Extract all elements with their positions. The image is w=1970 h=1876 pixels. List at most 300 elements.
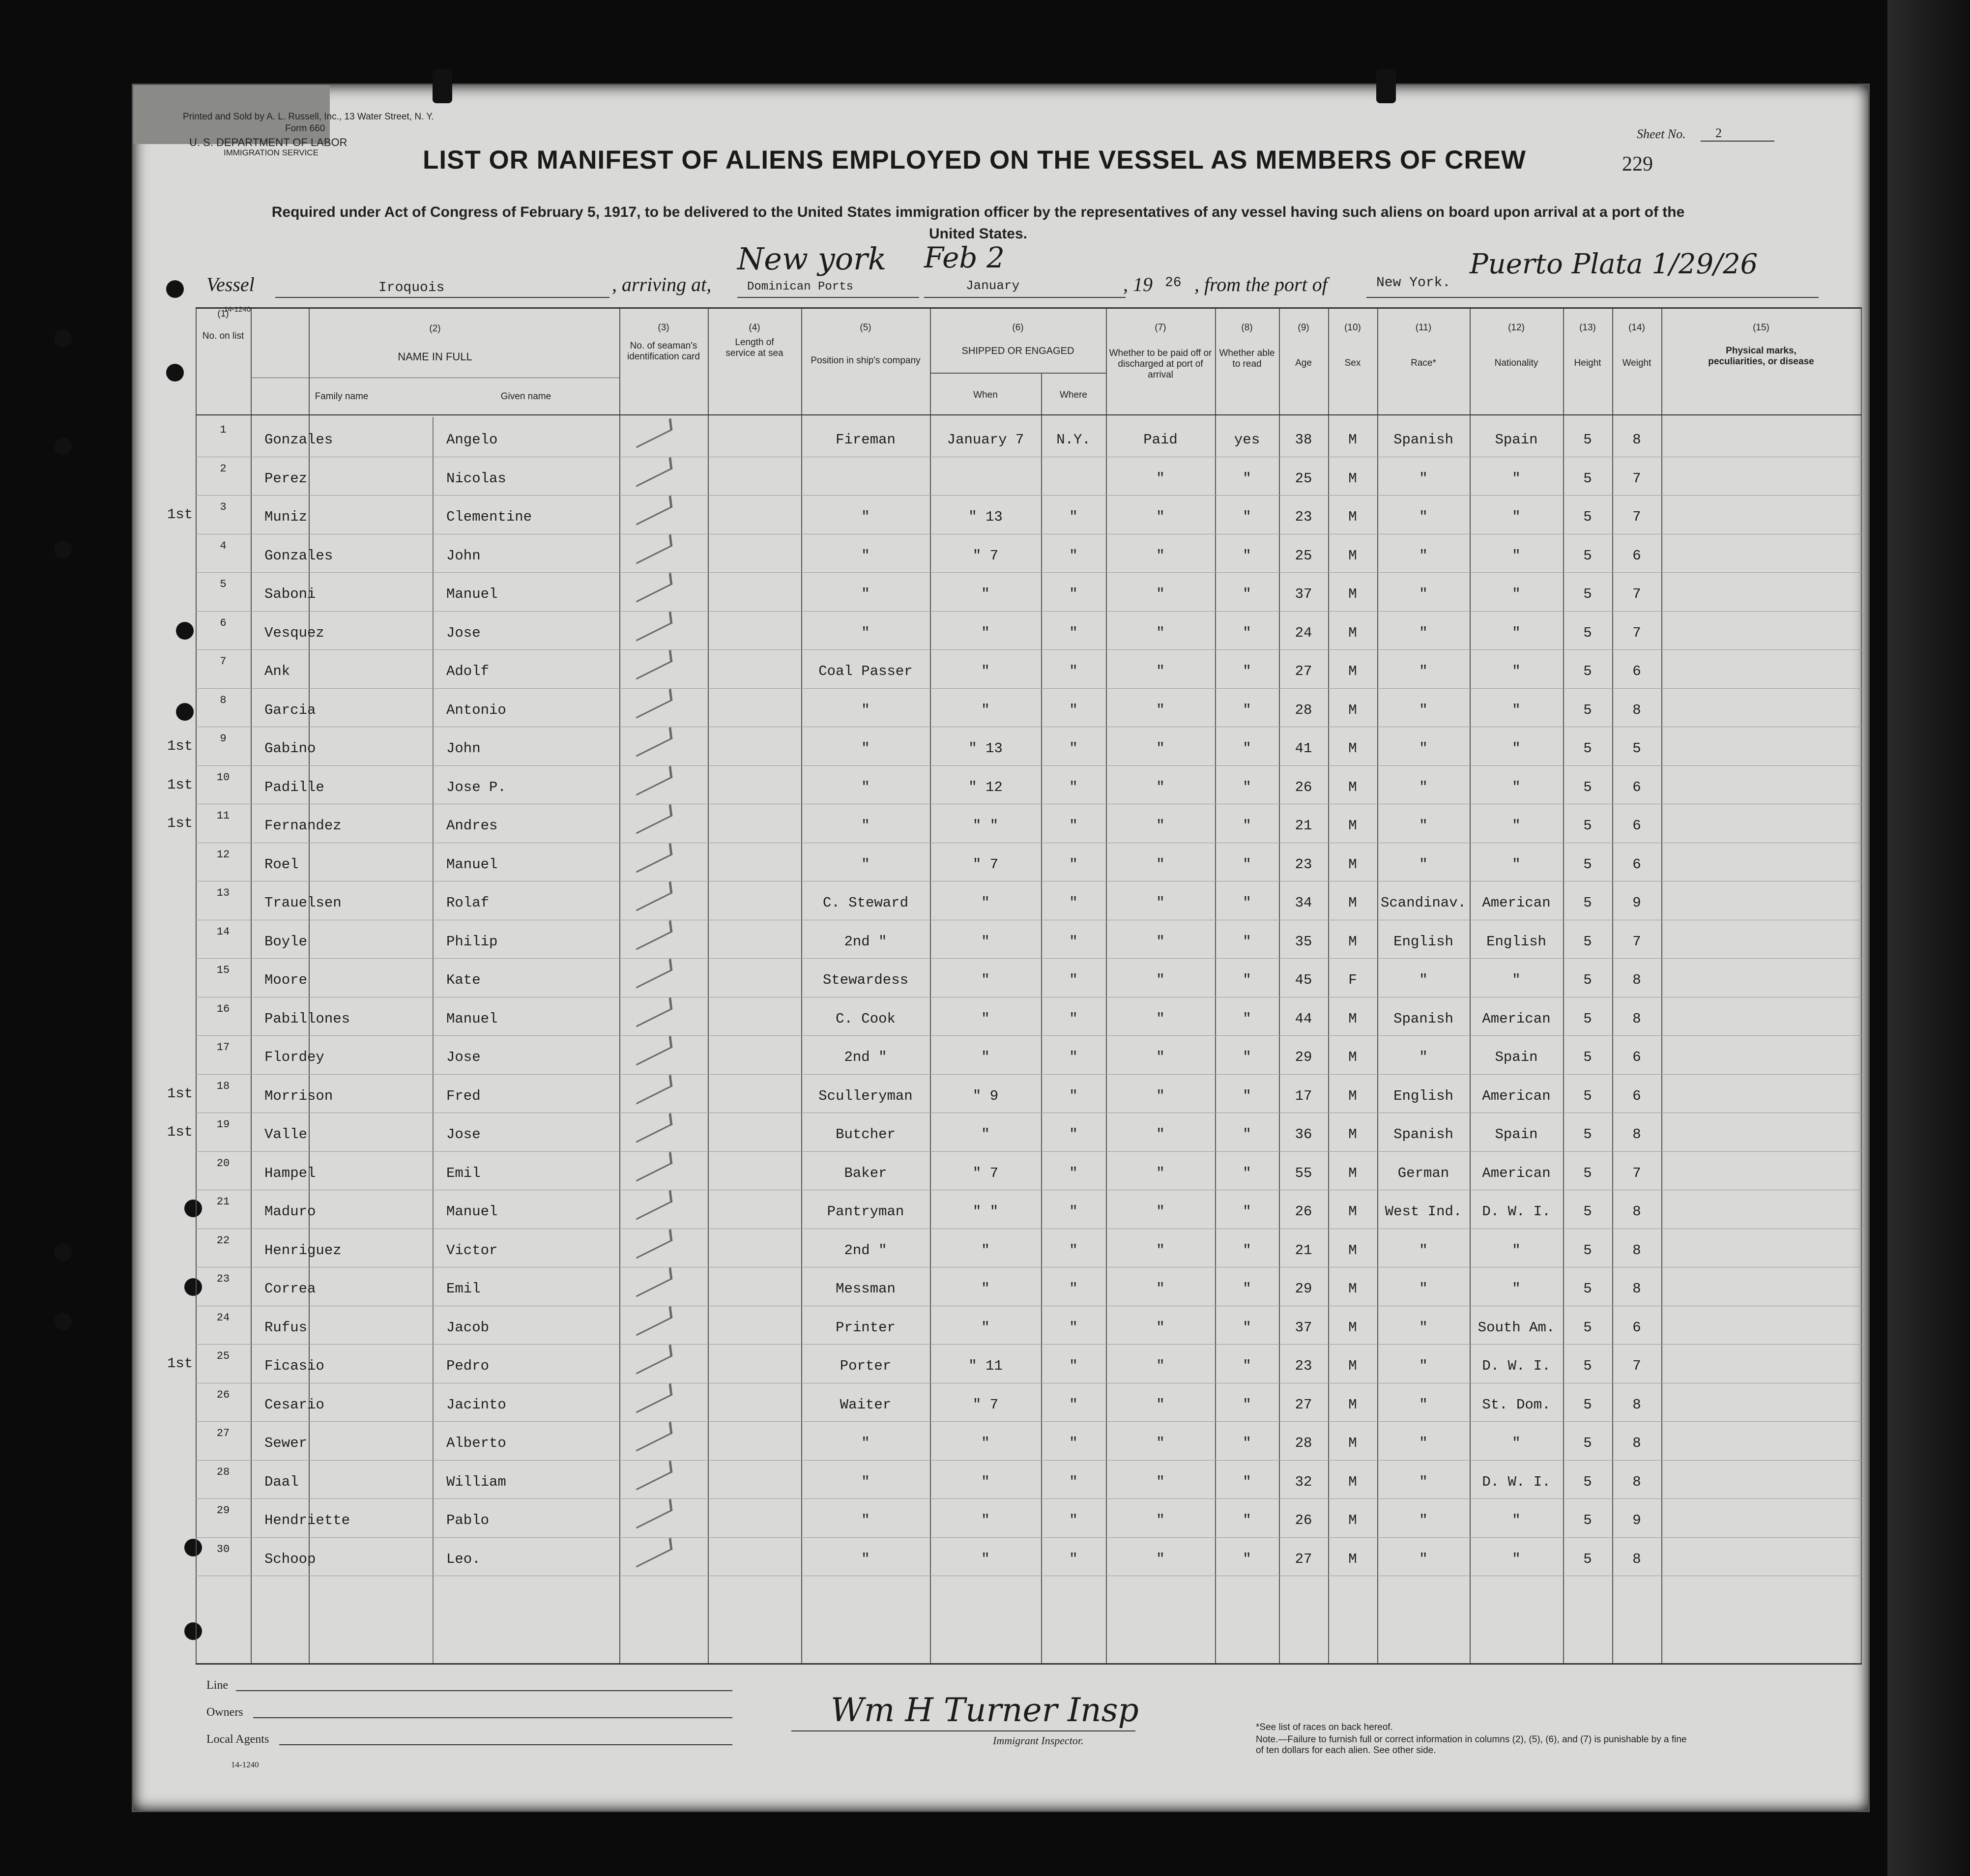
given-name: Manuel	[446, 1010, 498, 1027]
shipped-where: "	[1069, 1165, 1078, 1181]
shipped-when: " 11	[968, 1358, 1003, 1374]
height: 5	[1583, 1435, 1592, 1451]
paid-off: "	[1156, 740, 1165, 757]
nationality: "	[1512, 586, 1521, 602]
vessel-underline	[275, 297, 609, 298]
arriving-underline	[737, 297, 919, 298]
shipped-where: "	[1069, 1358, 1078, 1374]
race: "	[1419, 1551, 1428, 1567]
table-row	[196, 1078, 1862, 1116]
check-mark-icon	[635, 572, 673, 602]
race: "	[1419, 624, 1428, 641]
age: 26	[1295, 779, 1312, 795]
shipped-where: "	[1069, 1126, 1078, 1143]
sex: M	[1348, 624, 1357, 641]
weight: 8	[1632, 1126, 1641, 1143]
position: "	[861, 818, 870, 834]
able-to-read: yes	[1234, 432, 1260, 448]
row-number: 12	[216, 848, 230, 861]
sex: F	[1348, 972, 1357, 988]
height: 5	[1583, 509, 1592, 525]
required-statement: Required under Act of Congress of February 5, 1917, to be delivered to the United States immigration officer by the representatives of any vessel having such aliens on board upon arrival at a port of the United States.	[271, 204, 1685, 242]
department-name: U. S. DEPARTMENT OF LABOR	[189, 136, 348, 148]
col-1-head: No. on list	[202, 331, 244, 341]
paid-off: "	[1156, 663, 1165, 679]
position: Butcher	[836, 1126, 896, 1143]
race: "	[1419, 1358, 1428, 1374]
shipped-where: "	[1069, 740, 1078, 757]
given-name: Manuel	[446, 856, 498, 873]
col-3-head: No. of seaman's identification card	[627, 341, 700, 362]
weight: 8	[1632, 1435, 1641, 1451]
able-to-read: "	[1243, 1396, 1251, 1413]
sex: M	[1348, 1319, 1357, 1336]
position: Sculleryman	[818, 1087, 913, 1104]
height: 5	[1583, 1512, 1592, 1528]
height: 5	[1583, 1396, 1592, 1413]
col-6-head: SHIPPED OR ENGAGED	[961, 346, 1074, 356]
row-number: 25	[216, 1350, 230, 1362]
crew-table	[196, 307, 1862, 1665]
race: Spanish	[1393, 1126, 1453, 1143]
weight: 7	[1632, 1165, 1641, 1181]
age: 36	[1295, 1126, 1312, 1143]
shipped-where: "	[1069, 624, 1078, 641]
age: 29	[1295, 1281, 1312, 1297]
col-6-where: Where	[1060, 390, 1087, 400]
able-to-read: "	[1243, 1087, 1251, 1104]
row-number: 30	[216, 1543, 230, 1555]
age: 26	[1295, 1512, 1312, 1528]
race: "	[1419, 779, 1428, 795]
sheet-underline	[1701, 141, 1774, 142]
nationality: American	[1482, 1165, 1551, 1181]
col-11-number: (11)	[1415, 322, 1432, 333]
paid-off: "	[1156, 1551, 1165, 1567]
weight: 8	[1632, 1281, 1641, 1297]
position: "	[861, 1473, 870, 1490]
height: 5	[1583, 1319, 1592, 1336]
family-name: Ank	[264, 663, 290, 679]
weight: 7	[1632, 1358, 1641, 1374]
position: Waiter	[840, 1396, 892, 1413]
row-number: 20	[216, 1157, 230, 1170]
check-mark-icon	[635, 1267, 673, 1297]
given-name: Antonio	[446, 702, 506, 718]
given-name: Pablo	[446, 1512, 490, 1528]
nationality: "	[1512, 1512, 1521, 1528]
race: English	[1393, 1087, 1453, 1104]
given-name: Emil	[446, 1281, 481, 1297]
height: 5	[1583, 1281, 1592, 1297]
check-mark-icon	[635, 843, 673, 873]
age: 27	[1295, 1396, 1312, 1413]
race: "	[1419, 1281, 1428, 1297]
check-mark-icon	[635, 1421, 673, 1451]
position: "	[861, 1512, 870, 1528]
paid-off: "	[1156, 1281, 1165, 1297]
footer-line-rule	[236, 1690, 732, 1691]
race: Scandinav.	[1380, 895, 1467, 911]
check-mark-icon	[635, 1035, 673, 1065]
shipped-where: "	[1069, 1010, 1078, 1027]
col-1-number: (1)	[217, 309, 229, 319]
weight: 7	[1632, 933, 1641, 950]
able-to-read: "	[1243, 818, 1251, 834]
header-divider	[930, 373, 1106, 374]
shipped-when: "	[981, 1126, 990, 1143]
col-2-number: (2)	[429, 323, 441, 334]
able-to-read: "	[1243, 1126, 1251, 1143]
height: 5	[1583, 432, 1592, 448]
race: "	[1419, 856, 1428, 873]
paid-off: "	[1156, 856, 1165, 873]
shipped-where: "	[1069, 1435, 1078, 1451]
col-4-number: (4)	[749, 322, 760, 333]
paid-off: "	[1156, 1049, 1165, 1065]
table-row	[196, 1425, 1862, 1464]
height: 5	[1583, 818, 1592, 834]
given-name: Fred	[446, 1087, 481, 1104]
paid-off: "	[1156, 470, 1165, 487]
footer-agents-label: Local Agents	[206, 1733, 269, 1746]
position: "	[861, 740, 870, 757]
sex: M	[1348, 740, 1357, 757]
row-number: 16	[216, 1002, 230, 1015]
check-mark-icon	[635, 804, 673, 834]
weight: 6	[1632, 663, 1641, 679]
nationality: D. W. I.	[1482, 1473, 1551, 1490]
sheet-label: Sheet No.	[1637, 127, 1686, 141]
family-name: Flordey	[264, 1049, 324, 1065]
shipped-when: " 7	[972, 547, 999, 564]
table-row	[196, 1039, 1862, 1078]
paid-off: "	[1156, 1087, 1165, 1104]
punch-hole	[176, 703, 194, 721]
check-mark-icon	[635, 765, 673, 795]
family-name: Rufus	[264, 1319, 308, 1336]
able-to-read: "	[1243, 1512, 1251, 1528]
position: Coal Passer	[818, 663, 913, 679]
shipped-when: "	[981, 972, 990, 988]
position: Fireman	[836, 432, 896, 448]
given-name: Jacinto	[446, 1396, 506, 1413]
table-row	[196, 1348, 1862, 1386]
row-number: 4	[220, 539, 227, 552]
shipped-where: "	[1069, 1281, 1078, 1297]
family-name: Schoop	[264, 1551, 316, 1567]
family-name: Roel	[264, 856, 299, 873]
able-to-read: "	[1243, 586, 1251, 602]
check-mark-icon	[635, 997, 673, 1027]
given-name: Nicolas	[446, 470, 506, 487]
position: C. Cook	[836, 1010, 896, 1027]
shipped-when: "	[981, 702, 990, 718]
position: "	[861, 779, 870, 795]
paid-off: "	[1156, 1473, 1165, 1490]
sex: M	[1348, 547, 1357, 564]
shipped-when: "	[981, 586, 990, 602]
family-name: Cesario	[264, 1396, 324, 1413]
height: 5	[1583, 1358, 1592, 1374]
age: 23	[1295, 509, 1312, 525]
age: 45	[1295, 972, 1312, 988]
able-to-read: "	[1243, 779, 1251, 795]
check-mark-icon	[635, 649, 673, 679]
sex: M	[1348, 1242, 1357, 1259]
col-11-head: Race*	[1411, 358, 1436, 368]
margin-class-note: 1st	[167, 738, 193, 754]
table-row	[196, 1541, 1862, 1580]
position: "	[861, 702, 870, 718]
shipped-when: " 7	[972, 856, 999, 873]
form-number: Form 660	[285, 123, 325, 134]
age: 37	[1295, 1319, 1312, 1336]
shipped-when: "	[981, 933, 990, 950]
table-row	[196, 1464, 1862, 1502]
height: 5	[1583, 547, 1592, 564]
sex: M	[1348, 1087, 1357, 1104]
footer-owners-label: Owners	[206, 1706, 243, 1719]
paid-off: "	[1156, 818, 1165, 834]
shipped-where: "	[1069, 1512, 1078, 1528]
able-to-read: "	[1243, 1010, 1251, 1027]
race: "	[1419, 470, 1428, 487]
col-6-number: (6)	[1012, 322, 1024, 333]
nationality: American	[1482, 1010, 1551, 1027]
binder-clip-left	[433, 69, 452, 103]
able-to-read: "	[1243, 933, 1251, 950]
weight: 8	[1632, 702, 1641, 718]
service-name: IMMIGRATION SERVICE	[224, 148, 319, 157]
family-name: Pabillones	[264, 1010, 350, 1027]
position: Pantryman	[827, 1203, 904, 1220]
date-underline	[924, 297, 1126, 298]
nationality: "	[1512, 547, 1521, 564]
row-number: 27	[216, 1427, 230, 1439]
paid-off: "	[1156, 1358, 1165, 1374]
from-port-underline	[1366, 297, 1819, 298]
check-mark-icon	[635, 727, 673, 757]
check-mark-icon	[635, 1460, 673, 1490]
family-name: Valle	[264, 1126, 308, 1143]
row-number: 3	[220, 501, 227, 513]
punch-hole	[54, 1244, 72, 1261]
height: 5	[1583, 972, 1592, 988]
given-name: Rolaf	[446, 895, 490, 911]
race: "	[1419, 1396, 1428, 1413]
shipped-when: " 9	[972, 1087, 999, 1104]
nationality: American	[1482, 1087, 1551, 1104]
shipped-where: "	[1069, 818, 1078, 834]
check-mark-icon	[635, 1344, 673, 1374]
shipped-when: "	[981, 1473, 990, 1490]
shipped-when: "	[981, 1010, 990, 1027]
shipped-where: "	[1069, 1551, 1078, 1567]
age: 37	[1295, 586, 1312, 602]
race: Spanish	[1393, 1010, 1453, 1027]
margin-class-note: 1st	[167, 506, 193, 523]
shipped-when: January 7	[947, 432, 1024, 448]
age: 24	[1295, 624, 1312, 641]
col-2-head: NAME IN FULL	[398, 351, 472, 363]
family-name: Padille	[264, 779, 324, 795]
age: 55	[1295, 1165, 1312, 1181]
row-number: 6	[220, 616, 227, 629]
margin-class-note: 1st	[167, 1085, 193, 1102]
sex: M	[1348, 1165, 1357, 1181]
shipped-where: "	[1069, 547, 1078, 564]
given-name: William	[446, 1473, 506, 1490]
row-number: 8	[220, 694, 227, 706]
table-row	[196, 1001, 1862, 1039]
arriving-port-typed: Dominican Ports	[747, 280, 854, 293]
shipped-where: N.Y.	[1056, 432, 1091, 448]
weight: 6	[1632, 856, 1641, 873]
check-mark-icon	[635, 611, 673, 641]
shipped-where: "	[1069, 972, 1078, 988]
shipped-when: "	[981, 1319, 990, 1336]
nationality: D. W. I.	[1482, 1203, 1551, 1220]
height: 5	[1583, 1165, 1592, 1181]
able-to-read: "	[1243, 509, 1251, 525]
arrival-date-typed: January	[966, 278, 1020, 293]
row-number: 10	[216, 771, 230, 784]
sex: M	[1348, 895, 1357, 911]
col-5-head: Position in ship's company	[811, 355, 921, 366]
printer-line: Printed and Sold by A. L. Russell, Inc., 13 Water Street, N. Y.	[183, 112, 434, 122]
weight: 6	[1632, 547, 1641, 564]
page-title: LIST OR MANIFEST OF ALIENS EMPLOYED ON THE VESSEL AS MEMBERS OF CREW	[423, 146, 1527, 175]
able-to-read: "	[1243, 895, 1251, 911]
family-name: Gonzales	[264, 547, 333, 564]
able-to-read: "	[1243, 1281, 1251, 1297]
race: "	[1419, 818, 1428, 834]
punch-hole	[54, 1313, 72, 1330]
height: 5	[1583, 1203, 1592, 1220]
height: 5	[1583, 1087, 1592, 1104]
check-mark-icon	[635, 457, 673, 487]
check-mark-icon	[635, 958, 673, 988]
paid-off: "	[1156, 1126, 1165, 1143]
col-4-head: Length of service at sea	[725, 337, 783, 358]
col-8-head: Whether able to read	[1219, 348, 1275, 369]
shipped-where: "	[1069, 933, 1078, 950]
row-number: 28	[216, 1466, 230, 1478]
shipped-where: "	[1069, 663, 1078, 679]
race: "	[1419, 1512, 1428, 1528]
row-number: 18	[216, 1080, 230, 1092]
weight: 6	[1632, 1049, 1641, 1065]
given-name: Jose P.	[446, 779, 506, 795]
able-to-read: "	[1243, 624, 1251, 641]
inspector-signature: Wm H Turner Insp	[831, 1691, 1139, 1729]
height: 5	[1583, 663, 1592, 679]
race: "	[1419, 1242, 1428, 1259]
age: 28	[1295, 702, 1312, 718]
height: 5	[1583, 1473, 1592, 1490]
paid-off: "	[1156, 1319, 1165, 1336]
row-number: 9	[220, 733, 227, 745]
check-mark-icon	[635, 881, 673, 911]
family-name: Gabino	[264, 740, 316, 757]
table-row	[196, 924, 1862, 962]
race: "	[1419, 972, 1428, 988]
table-row	[196, 422, 1862, 460]
weight: 7	[1632, 586, 1641, 602]
row-number: 23	[216, 1273, 230, 1285]
table-row	[196, 769, 1862, 808]
weight: 8	[1632, 1396, 1641, 1413]
position: "	[861, 856, 870, 873]
age: 38	[1295, 432, 1312, 448]
family-name: Ficasio	[264, 1358, 324, 1374]
shipped-when: "	[981, 1242, 990, 1259]
sex: M	[1348, 1049, 1357, 1065]
nationality: "	[1512, 1281, 1521, 1297]
paid-off: "	[1156, 586, 1165, 602]
given-name: Manuel	[446, 1203, 498, 1220]
able-to-read: "	[1243, 1049, 1251, 1065]
able-to-read: "	[1243, 663, 1251, 679]
given-name: John	[446, 547, 481, 564]
race: "	[1419, 663, 1428, 679]
paid-off: "	[1156, 547, 1165, 564]
nationality: American	[1482, 895, 1551, 911]
weight: 6	[1632, 779, 1641, 795]
nationality: Spain	[1495, 1049, 1538, 1065]
position: "	[861, 509, 870, 525]
age: 25	[1295, 547, 1312, 564]
shipped-when: " 13	[968, 509, 1003, 525]
shipped-when: "	[981, 663, 990, 679]
able-to-read: "	[1243, 547, 1251, 564]
position: 2nd "	[844, 1049, 887, 1065]
position: Baker	[844, 1165, 887, 1181]
paid-off: "	[1156, 779, 1165, 795]
shipped-where: "	[1069, 1087, 1078, 1104]
race: Spanish	[1393, 432, 1453, 448]
nationality: "	[1512, 818, 1521, 834]
nationality: St. Dom.	[1482, 1396, 1551, 1413]
height: 5	[1583, 895, 1592, 911]
header-bottom-rule	[196, 414, 1862, 415]
check-mark-icon	[635, 1537, 673, 1567]
nationality: "	[1512, 779, 1521, 795]
col-3-number: (3)	[658, 322, 669, 333]
family-name: Boyle	[264, 933, 308, 950]
age: 35	[1295, 933, 1312, 950]
nationality: "	[1512, 624, 1521, 641]
nationality: "	[1512, 740, 1521, 757]
col-15-number: (15)	[1753, 322, 1769, 333]
check-mark-icon	[635, 1113, 673, 1143]
col-9-head: Age	[1295, 358, 1312, 368]
family-name: Gonzales	[264, 432, 333, 448]
col-5-number: (5)	[860, 322, 871, 333]
able-to-read: "	[1243, 470, 1251, 487]
shipped-where: "	[1069, 702, 1078, 718]
check-mark-icon	[635, 534, 673, 564]
vessel-label: Vessel	[206, 273, 255, 295]
shipped-where: "	[1069, 895, 1078, 911]
race: German	[1397, 1165, 1449, 1181]
weight: 6	[1632, 818, 1641, 834]
shipped-when: " 13	[968, 740, 1003, 757]
sex: M	[1348, 586, 1357, 602]
sex: M	[1348, 432, 1357, 448]
shipped-when: "	[981, 1512, 990, 1528]
